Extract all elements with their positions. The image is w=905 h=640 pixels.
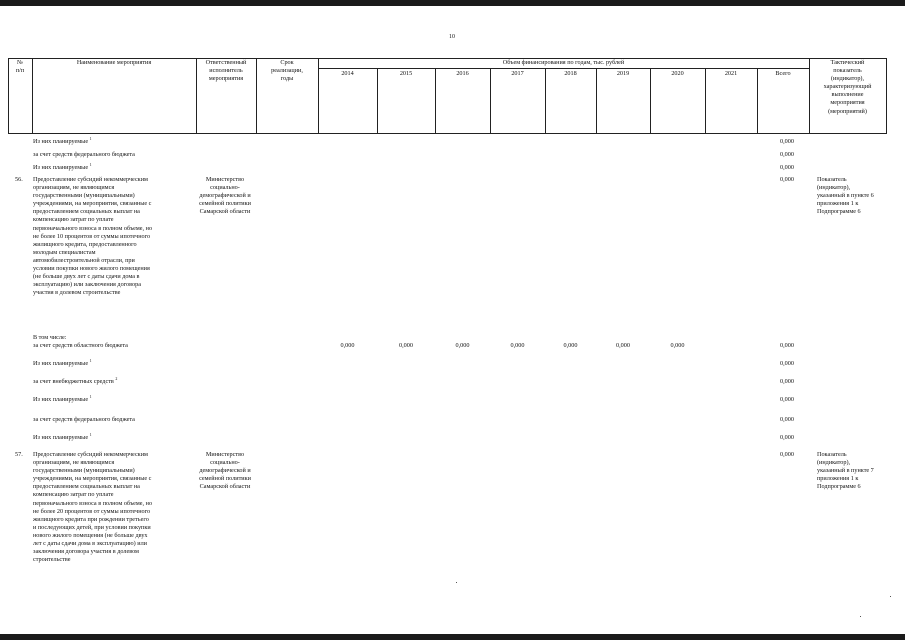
oblast-value-2017: 0,000 <box>510 342 525 349</box>
row-label: Из них планируемые $^1$ <box>33 431 92 441</box>
row-total: 0,000 <box>780 151 794 158</box>
year-2019: 2019 <box>616 70 630 77</box>
oblast-value-2019: 0,000 <box>616 342 630 349</box>
row-total: 0,000 <box>780 138 794 145</box>
item-number: 57. <box>15 451 23 458</box>
item-name: Предоставление субсидий некоммерческим организациям, не являющимся государственными (муниципальными) учреждениями, на мероприятия, связанные с предоставлением социальных выплат на компенсацию затрат по уплате первоначального взноса в полном объеме, но не более 20 процентов от суммы ипотечного жилищного кредита при рождении третьего и последующих детей, при условии покупки нового жилого помещения (не больше двух лет с даты сдачи дома в эксплуатацию) или заключения договора участия в долевом строительстве <box>33 451 153 564</box>
header-col-responsible: Ответственный исполнитель мероприятия <box>205 59 247 83</box>
including-label: В том числе: <box>33 334 67 341</box>
scan-speck <box>456 582 457 583</box>
header-col-indicator: Тактический показатель (индикатор), характеризующий выполнение мероприятия (мероприятий) <box>823 59 872 115</box>
row-total: 0,000 <box>780 434 794 441</box>
item-indicator: Показатель (индикатор), указанный в пункте 7 приложения 1 к Подпрограмме 6 <box>817 451 874 491</box>
header-col-financing: Объем финансирования по годам, тыс. рублей <box>502 59 625 66</box>
row-label: за счет средств федерального бюджета <box>33 416 135 423</box>
year-2016: 2016 <box>456 70 469 77</box>
scan-speck <box>860 616 861 617</box>
bottom-border <box>0 634 905 640</box>
year-2018: 2018 <box>564 70 577 77</box>
oblast-value-2020: 0,000 <box>670 342 685 349</box>
row-total: 0,000 <box>780 164 794 171</box>
header-col-name: Наименование мероприятия <box>76 59 152 66</box>
item-responsible: Министерство социально- демографической и семейной политики Самарской области <box>199 176 251 216</box>
item-total: 0,000 <box>780 176 794 183</box>
row-total: 0,000 <box>780 396 794 403</box>
oblast-value-2015: 0,000 <box>399 342 413 349</box>
item-name: Предоставление субсидий некоммерческим организациям, не являющимся государственными (муниципальными) учреждениями, на мероприятия, связанные с предоставлением социальных выплат на компенсацию затрат по уплате первоначального взноса в полном объеме, но не более 10 процентов от суммы ипотечного жилищного кредита, предоставленного молодым специалистам автомобилестроительной отрасли, при условии покупки нового жилого помещения (не больше двух лет с даты сдачи дома в эксплуатацию) или заключения договора участия в долевом строительстве <box>33 176 153 297</box>
row-total: 0,000 <box>780 416 794 423</box>
item-number: 56. <box>15 176 23 183</box>
year-2015: 2015 <box>399 70 413 77</box>
row-total: 0,000 <box>780 378 794 385</box>
header-col-term: Срок реализации, годы <box>271 59 303 83</box>
year-2021: 2021 <box>724 70 738 77</box>
page-number: 10 <box>449 34 455 40</box>
year-2017: 2017 <box>511 70 524 77</box>
header-col-no: № п/п <box>15 59 25 75</box>
row-label: Из них планируемые $^1$ <box>33 135 92 145</box>
row-label: за счет средств федерального бюджета <box>33 151 135 158</box>
item-indicator: Показатель (индикатор), указанный в пункте 6 приложения 1 к Подпрограмме 6 <box>817 176 874 216</box>
header-col-total: Всего <box>775 70 791 77</box>
top-border <box>0 0 905 6</box>
item-responsible: Министерство социально- демографической и семейной политики Самарской области <box>199 451 251 491</box>
oblast-total: 0,000 <box>780 342 794 349</box>
scan-speck <box>890 596 891 597</box>
row-label: Из них планируемые $^1$ <box>33 393 92 403</box>
row-label: за счет внебюджетных средств $^2$ <box>33 375 118 385</box>
oblast-value-2018: 0,000 <box>563 342 578 349</box>
oblast-value-2014: 0,000 <box>340 342 355 349</box>
row-total: 0,000 <box>780 360 794 367</box>
row-label: Из них планируемые $^1$ <box>33 357 92 367</box>
year-2014: 2014 <box>341 70 354 77</box>
item-total: 0,000 <box>780 451 794 458</box>
row-label: Из них планируемые $^1$ <box>33 161 92 171</box>
year-2020: 2020 <box>671 70 684 77</box>
oblast-value-2016: 0,000 <box>455 342 470 349</box>
oblast-budget-label: за счет средств областного бюджета <box>33 342 128 349</box>
